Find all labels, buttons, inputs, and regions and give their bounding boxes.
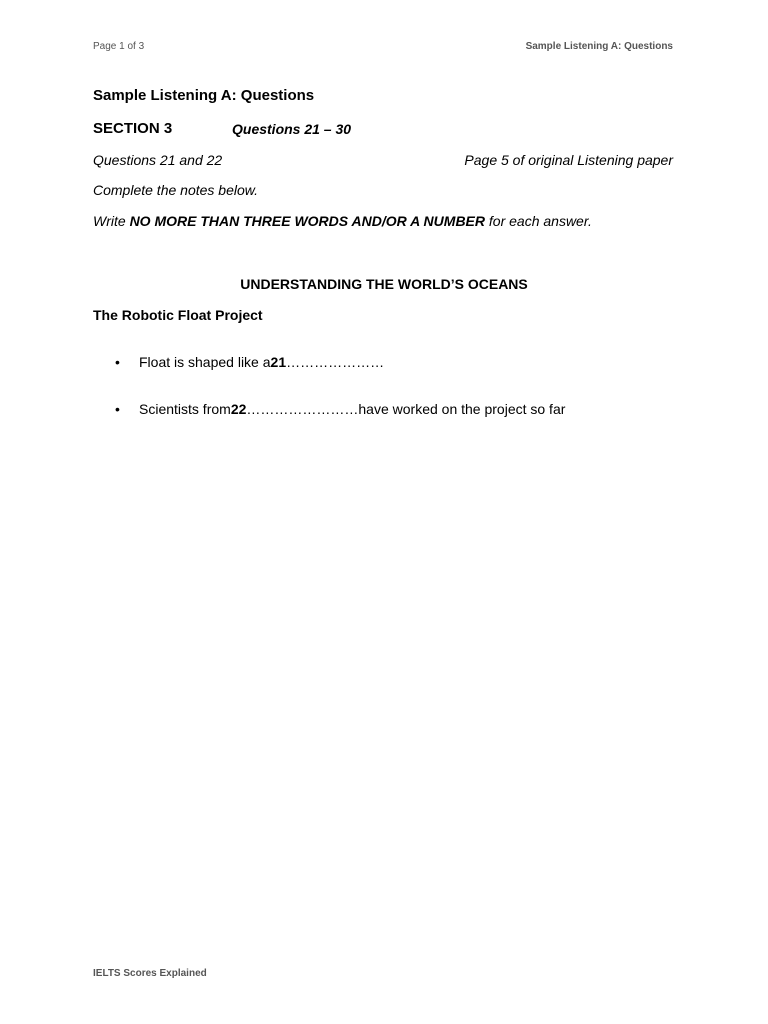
instruction-word-limit-bold: NO MORE THAN THREE WORDS AND/OR A NUMBER <box>129 213 485 229</box>
note-text-before: Float is shaped like a <box>139 354 271 370</box>
note-item <box>115 354 384 370</box>
instruction-word-limit <box>93 213 592 229</box>
footer-label: IELTS Scores Explained <box>93 968 207 979</box>
bullet-icon: • <box>115 354 120 370</box>
section-label: SECTION 3 <box>93 120 173 137</box>
instruction-word-limit-post: for each answer. <box>485 213 592 229</box>
instruction-complete-notes: Complete the notes below. <box>93 182 258 198</box>
notes-heading: UNDERSTANDING THE WORLD’S OCEANS <box>240 276 528 292</box>
original-page-reference: Page 5 of original Listening paper <box>464 152 673 168</box>
document-title: Sample Listening A: Questions <box>93 87 315 104</box>
bullet-icon: • <box>115 401 120 417</box>
answer-blank: …………………… <box>246 401 359 417</box>
note-text-after: have worked on the project so far <box>358 401 566 417</box>
page-number: Page 1 of 3 <box>93 41 145 52</box>
answer-blank: ………………… <box>286 354 385 370</box>
section-question-range: Questions 21 – 30 <box>232 121 352 137</box>
running-header-title: Sample Listening A: Questions <box>525 41 673 52</box>
note-text-before: Scientists from <box>139 401 231 417</box>
questions-subrange: Questions 21 and 22 <box>93 152 223 168</box>
notes-subheading: The Robotic Float Project <box>93 307 263 323</box>
question-number: 22 <box>230 401 247 417</box>
instruction-word-limit-pre: Write <box>93 213 130 229</box>
question-number: 21 <box>270 354 287 370</box>
note-item <box>115 401 565 417</box>
